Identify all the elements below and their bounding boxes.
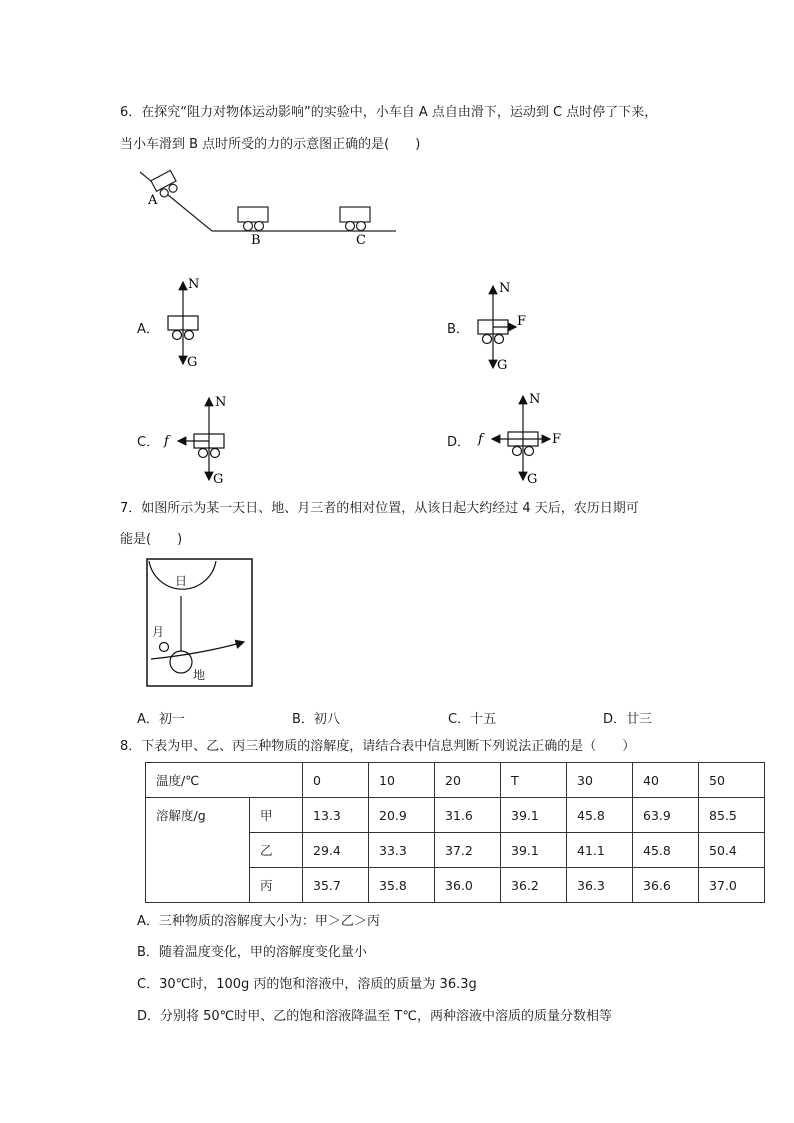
q6-stem-line1: 6．在探究“阻力对物体运动影响”的实验中，小车自 A 点自由滑下，运动到 C 点时停了下来，	[120, 105, 658, 120]
force-n-label: N	[188, 277, 200, 292]
q6-option-d-letter: D．	[447, 435, 471, 450]
value-cell: 63.9	[633, 798, 699, 833]
label-a: A	[148, 193, 158, 208]
q7-stem-line1: 7．如图所示为某一天日、地、月三者的相对位置，从该日起大约经过 4 天后，农历日期可	[120, 501, 639, 516]
force-n-label: N	[499, 281, 511, 296]
label-c: C	[356, 233, 366, 248]
value-cell: 50.4	[699, 833, 765, 868]
value-cell: 35.7	[303, 868, 369, 903]
value-cell: 39.1	[501, 798, 567, 833]
label-b: B	[251, 233, 261, 248]
value-cell: 45.8	[567, 798, 633, 833]
q6-incline-figure	[130, 160, 410, 250]
temp-cell: 10	[369, 763, 435, 798]
value-cell: 36.0	[435, 868, 501, 903]
q8-option-b: B．随着温度变化，甲的溶解度变化量小	[137, 945, 367, 960]
force-g-label: G	[213, 472, 224, 487]
q7-option-d: D．廿三	[603, 712, 653, 727]
q6-stem-line2: 当小车滑到 B 点时所受的力的示意图正确的是( )	[120, 137, 421, 152]
temp-cell: 30	[567, 763, 633, 798]
cart-at-c	[340, 207, 370, 231]
force-friction-label: f	[478, 432, 483, 447]
substance-label: 乙	[250, 833, 303, 868]
substance-label: 丙	[250, 868, 303, 903]
value-cell: 36.3	[567, 868, 633, 903]
earth-label: 地	[193, 668, 206, 682]
value-cell: 45.8	[633, 833, 699, 868]
q6-option-b-letter: B．	[447, 322, 469, 337]
force-n-label: N	[215, 395, 227, 410]
solubility-header: 溶解度/g	[146, 798, 250, 903]
q7-option-a: A．初一	[137, 712, 185, 727]
substance-label: 甲	[250, 798, 303, 833]
value-cell: 36.6	[633, 868, 699, 903]
q8-option-c: C．30℃时，100g 丙的饱和溶液中，溶质的质量为 36.3g	[137, 977, 477, 992]
q7-option-c: C．十五	[448, 712, 497, 727]
q8-option-d: D．分别将 50℃时甲、乙的饱和溶液降温至 T℃，两种溶液中溶质的质量分数相等	[137, 1009, 612, 1024]
value-cell: 33.3	[369, 833, 435, 868]
q7-option-b: B．初八	[292, 712, 340, 727]
table-row	[146, 798, 765, 833]
force-n-label: N	[529, 392, 541, 407]
temperature-header: 温度/℃	[146, 763, 303, 798]
force-g-label: G	[527, 472, 538, 487]
value-cell: 13.3	[303, 798, 369, 833]
cart-at-b	[238, 207, 268, 231]
force-friction-label: f	[164, 434, 169, 449]
value-cell: 37.2	[435, 833, 501, 868]
value-cell: 29.4	[303, 833, 369, 868]
q6-option-c-letter: C．	[137, 435, 160, 450]
value-cell: 39.1	[501, 833, 567, 868]
q7-stem-line2: 能是( )	[120, 532, 183, 547]
temp-cell: 40	[633, 763, 699, 798]
value-cell: 36.2	[501, 868, 567, 903]
solubility-table	[145, 762, 765, 903]
q7-sun-earth-moon-figure	[146, 558, 254, 688]
temp-cell: 0	[303, 763, 369, 798]
force-g-label: G	[497, 358, 508, 373]
q8-option-a: A．三种物质的溶解度大小为：甲＞乙＞丙	[137, 914, 380, 929]
value-cell: 35.8	[369, 868, 435, 903]
table-header-row	[146, 763, 765, 798]
temp-cell: T	[501, 763, 567, 798]
q6-option-d-figure	[470, 388, 570, 488]
force-g-label: G	[187, 355, 198, 370]
temp-cell: 20	[435, 763, 501, 798]
value-cell: 31.6	[435, 798, 501, 833]
moon-circle	[160, 643, 169, 652]
q8-stem: 8．下表为甲、乙、丙三种物质的溶解度，请结合表中信息判断下列说法正确的是（ ）	[120, 739, 636, 754]
q6-option-b-figure	[470, 278, 540, 378]
q6-option-a-letter: A．	[137, 322, 159, 337]
temp-cell: 50	[699, 763, 765, 798]
sun-label: 日	[175, 574, 188, 588]
value-cell: 41.1	[567, 833, 633, 868]
q6-option-a-figure	[160, 274, 230, 374]
value-cell: 85.5	[699, 798, 765, 833]
value-cell: 37.0	[699, 868, 765, 903]
force-f-label: F	[517, 314, 527, 329]
force-f-label: F	[552, 432, 562, 447]
q6-option-c-figure	[160, 388, 240, 488]
value-cell: 20.9	[369, 798, 435, 833]
moon-label: 月	[152, 625, 165, 639]
